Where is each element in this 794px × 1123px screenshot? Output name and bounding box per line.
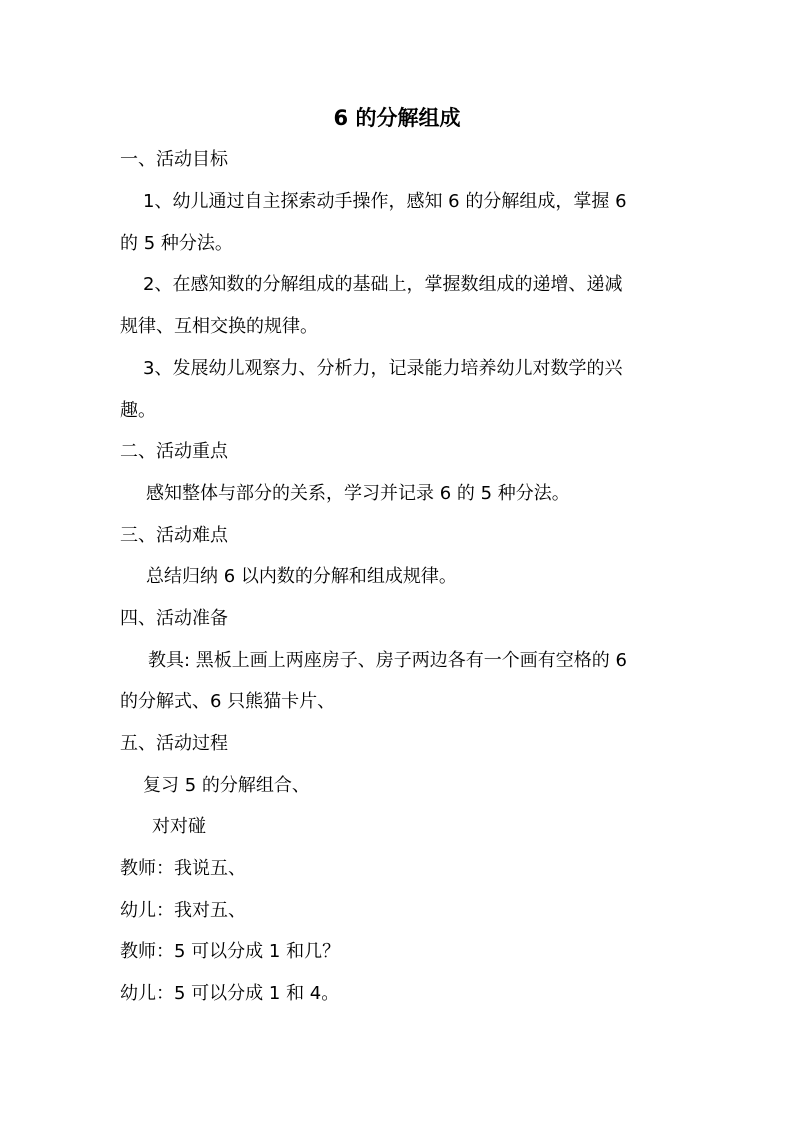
paragraph-line: 感知整体与部分的关系，学习并记录 6 的 5 种分法。 <box>146 483 570 504</box>
paragraph-line: 的分解式、6 只熊猫卡片、 <box>120 691 336 712</box>
paragraph-line: 趣。 <box>120 400 156 421</box>
paragraph-line: 规律、互相交换的规律。 <box>120 316 318 337</box>
paragraph-line: 教具: 黑板上画上两座房子、房子两边各有一个画有空格的 6 <box>148 650 627 671</box>
paragraph-line: 总结归纳 6 以内数的分解和组成规律。 <box>146 566 457 587</box>
document-title: 6 的分解组成 <box>333 106 461 130</box>
dialogue-line: 教师：5 可以分成 1 和几？ <box>120 941 341 962</box>
dialogue-line: 幼儿：我对五、 <box>120 900 246 921</box>
section-heading-key-points: 二、活动重点 <box>120 441 228 462</box>
dialogue-line: 教师：我说五、 <box>120 858 246 879</box>
section-heading-objectives: 一、活动目标 <box>120 149 228 170</box>
paragraph-line: 1、幼儿通过自主探索动手操作，感知 6 的分解组成，掌握 6 <box>143 191 627 212</box>
section-heading-difficulties: 三、活动难点 <box>120 525 228 546</box>
paragraph-line: 对对碰 <box>152 816 206 837</box>
dialogue-line: 幼儿：5 可以分成 1 和 4。 <box>120 983 340 1004</box>
paragraph-line: 3、发展幼儿观察力、分析力，记录能力培养幼儿对数学的兴 <box>143 358 623 379</box>
section-heading-preparation: 四、活动准备 <box>120 608 228 629</box>
section-heading-process: 五、活动过程 <box>120 733 228 754</box>
paragraph-line: 2、在感知数的分解组成的基础上，掌握数组成的递增、递减 <box>143 274 623 295</box>
paragraph-line: 的 5 种分法。 <box>120 233 233 254</box>
paragraph-line: 复习 5 的分解组合、 <box>143 775 310 796</box>
